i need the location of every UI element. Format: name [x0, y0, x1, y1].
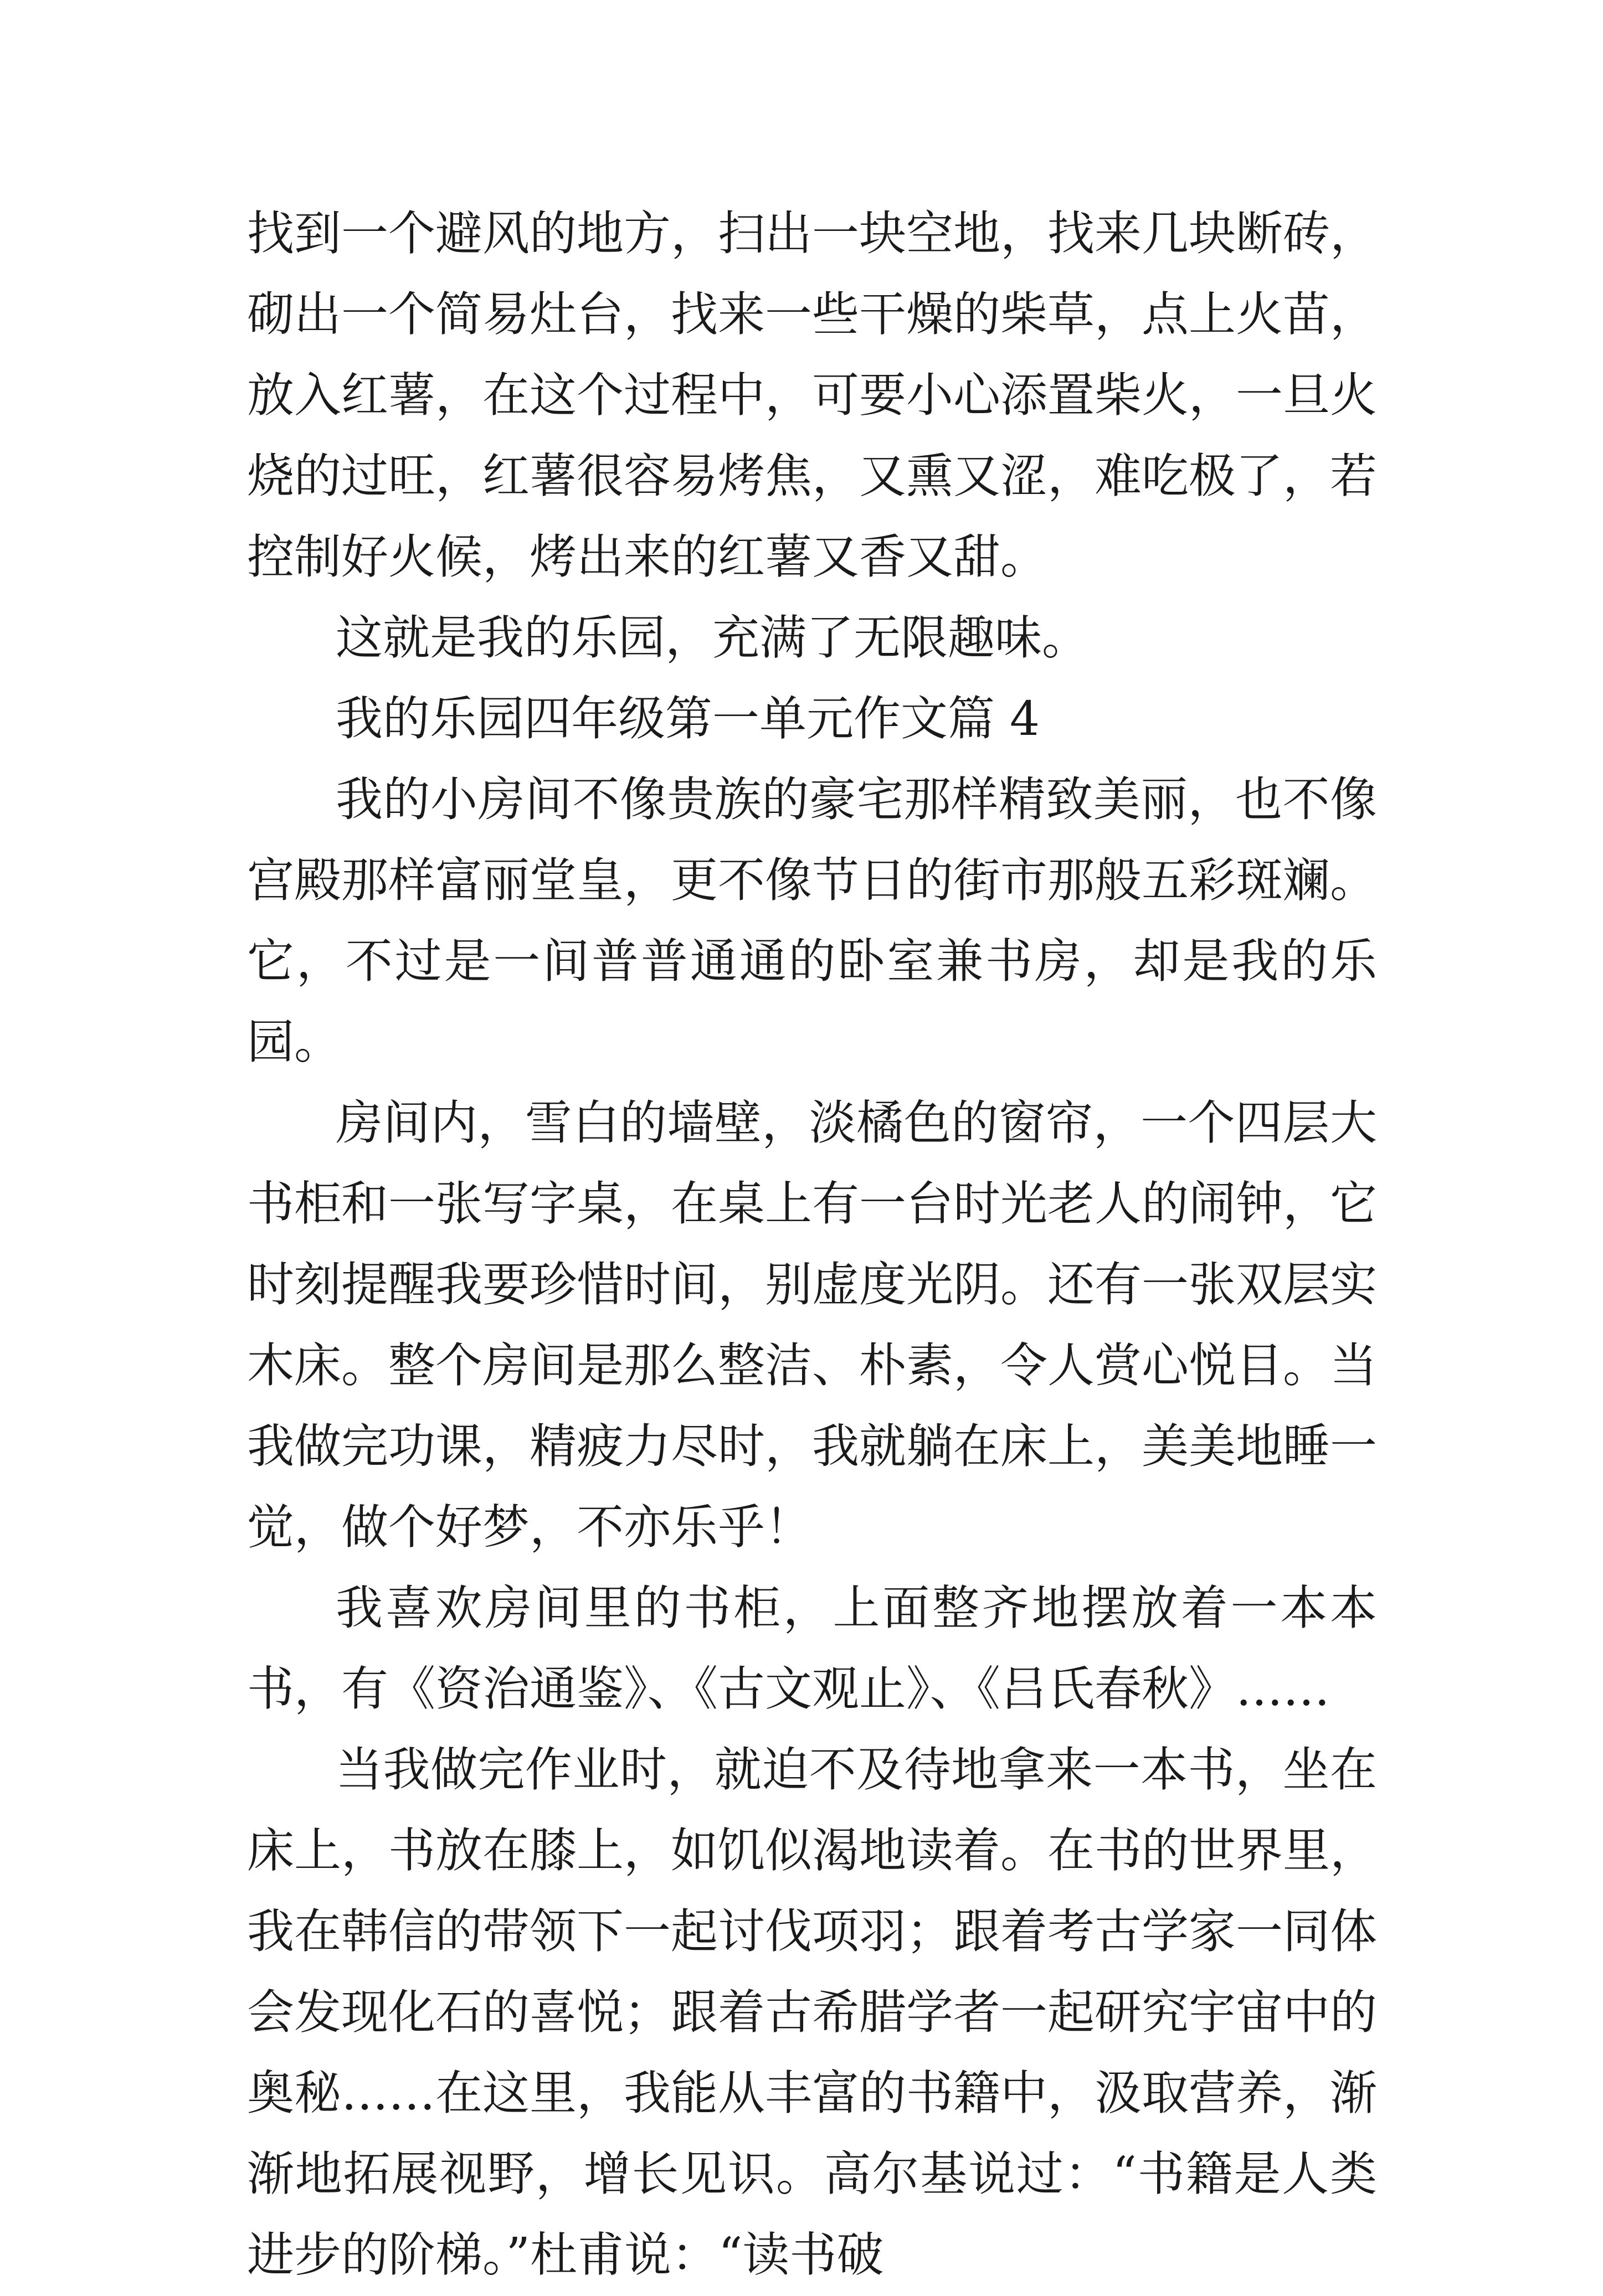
section-heading: 我的乐园四年级第一单元作文篇 4 [336, 692, 1040, 747]
paragraph: 找到一个避风的地方，扫出一块空地，找来几块断砖，砌出一个简易灶台，找来一些干燥的柴草，点上火苗，放入红薯，在这个过程中，可要小心添置柴火，一旦火烧的过旺，红薯很容易烤焦，又熏又涩，难吃极了，若控制好火候，烤出来的红薯又香又甜。 [247, 207, 1378, 585]
paragraph: 这就是我的乐园，充满了无限趣味。 [336, 611, 1090, 666]
paragraph: 我喜欢房间里的书柜，上面整齐地摆放着一本本书，有《资治通鉴》、《古文观止》、《吕氏春秋》…… [247, 1581, 1377, 1717]
paragraph: 当我做完作业时，就迫不及待地拿来一本书，坐在床上，书放在膝上，如饥似渴地读着。在书的世界里，我在韩信的带领下一起讨伐项羽；跟着考古学家一同体会发现化石的喜悦；跟着古希腊学者一起研究宇宙中的奥秘……在这里，我能从丰富的书籍中，汲取营养，渐渐地拓展视野，增长见识。高尔基说过：“书籍是人类进步的阶梯。”杜甫说：“读书破 [247, 1743, 1378, 2283]
paragraph: 我的小房间不像贵族的豪宅那样精致美丽，也不像宫殿那样富丽堂皇，更不像节日的街市那般五彩斑斓。它，不过是一间普普通通的卧室兼书房，却是我的乐园。 [247, 773, 1378, 1070]
document-body [247, 194, 1377, 2296]
paragraph: 房间内，雪白的墙壁，淡橘色的窗帘，一个四层大书柜和一张写字桌，在桌上有一台时光老人的闹钟，它时刻提醒我要珍惜时间，别虚度光阴。还有一张双层实木床。整个房间是那么整洁、朴素，令人赏心悦目。当我做完功课，精疲力尽时，我就躺在床上，美美地睡一觉，做个好梦，不亦乐乎！ [247, 1096, 1378, 1555]
